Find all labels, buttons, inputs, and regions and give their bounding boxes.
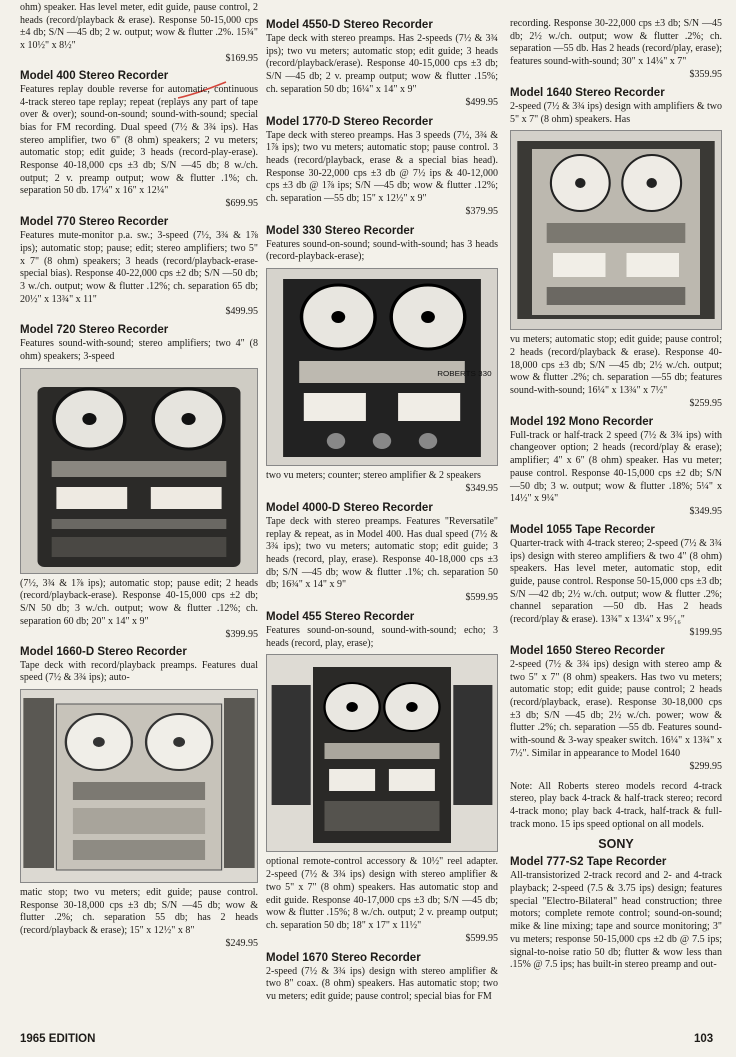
model-description: Tape deck with stereo preamps. Features "Reversatile" replay & repeat, as in Model 400. Has dual speed (7½ & 3¾ ips); two vu meters; automatic stop; edit guide; 3 heads (record, play, erase). Response 40-18,000 cps ±3 db; S/N —45 db; wow & flutter .1%; ch. separation 50 db; 16¾" x 14" x 9" (266, 515, 498, 591)
page-number: 103 (694, 1033, 714, 1045)
model-title: Model 400 Stereo Recorder (20, 69, 169, 82)
model-400-entry (20, 69, 258, 210)
model-title: Model 4000-D Stereo Recorder (266, 501, 433, 514)
model-description: Tape deck with stereo preamps. Has 3 speeds (7½, 3¾ & 1⅞ ips); two vu meters; automatic stop; pause control. 3 heads (record/playback, erase & a special bias head). Response 30-22,000 cps ±3 db @ 7½ ips & 40-12,000 cps ±3 db @ 1⅞ ips; S/N —45 db; wow & flutter .12%; ch. separation —55 db; 15" x 12½" x 9" (266, 129, 498, 205)
model-title: Model 1650 Stereo Recorder (510, 644, 665, 657)
model-title: Model 770 Stereo Recorder (20, 216, 169, 229)
intro-continued (20, 2, 258, 65)
recorder-illustration (511, 131, 721, 329)
recorder-illustration (21, 690, 257, 882)
intro-text: ohm) speaker. Has level meter, edit guide, pause control, 2 heads (record/playback & erase). Response 50-15,000 cps ±4 db; S/N —45 db; 2 w. output; wow & flutter .2%. 15¾" x 10½" x 8½" (20, 2, 258, 52)
price: $199.95 (689, 626, 722, 638)
price: $169.95 (225, 52, 258, 64)
tape-recorder-photo (266, 268, 498, 466)
column-right (510, 0, 722, 972)
model-description: 2-speed (7½ & 3¾ ips) design with amplifiers & two 5" x 7" (8 ohm) speakers. Has (510, 100, 722, 125)
model-777s2-entry (510, 855, 722, 972)
model-330-entry (266, 224, 498, 495)
model-title: Model 1770-D Stereo Recorder (266, 115, 433, 128)
intro-continued (510, 18, 722, 81)
column-middle (266, 0, 498, 1004)
price: $249.95 (225, 937, 258, 949)
model-title: Model 192 Mono Recorder (510, 415, 654, 428)
model-description-continued: two vu meters; counter; stereo amplifier & 2 speakers (266, 470, 481, 482)
model-description-continued: optional remote-control accessory & 10½" reel adapter. 2-speed (7½ & 3¾ ips) design with stereo amplifier & two 5" x 7" (8 ohm) speakers. Has automatic stop and edit guide. Response 40-17,000 cps ±3 db; S/N —45 db; wow & flutter .15%; 8 w./ch. output; 2 v. preamp output; ch. separation 50 db; 18" x 17" x 11½" (266, 856, 498, 931)
model-description: Features sound-with-sound; stereo amplifiers; two 4" (8 ohm) speakers; 3-speed (20, 338, 258, 363)
price: $599.95 (465, 932, 498, 944)
model-description: 2-speed (7½ & 3¾ ips) design with stereo amplifier & two 8" coax. (8 ohm) speakers. Has automatic stop; two vu meters; edit guide; pause control; special bias for FM (266, 965, 498, 1003)
price: $499.95 (465, 96, 498, 108)
tape-recorder-photo (510, 130, 722, 330)
model-description-continued: (7½, 3¾ & 1⅞ ips); automatic stop; pause edit; 2 heads (record/playback-erase). Response 40-15,000 cps ±2 db; S/N 50 db; 3 w./ch. output; wow & flutter .12%; ch. separation 60 db; 20" x 14" x 9" (20, 577, 258, 627)
price: $499.95 (225, 306, 258, 318)
model-title: Model 1640 Stereo Recorder (510, 86, 665, 99)
tape-recorder-photo (20, 368, 258, 574)
tape-recorder-photo (20, 689, 258, 883)
model-description: Tape deck with record/playback preamps. Features dual speed (7½ & 3¾ ips); auto- (20, 659, 258, 684)
model-description: Quarter-track with 4-track stereo; 2-speed (7½ & 3¾ ips) design with stereo amplifiers & two 4" (8 ohm) speakers. Has level meter, automatic stop, edit guide, pause control. Response 50-15,000 cps ±3 db; S/N —42 db; 2½ w./ch. output; wow & flutter .2%; channel separation —50 db. Has 2 heads (record/play & erase). 13¾" x 13¼" x 9⁵⁄₁₆" (510, 537, 722, 626)
model-description-continued: matic stop; two vu meters; edit guide; pause control. Response 30-18,000 cps ±3 db; S/N —45 db; wow & flutter .2%; ch. separation 55 db; has 2 heads (record/playback & erase); 15" x 12½" x 8" (20, 886, 258, 937)
tape-recorder-photo (266, 654, 498, 852)
model-description-continued: vu meters; automatic stop; edit guide; pause control; 2 heads (record/playback & erase). Response 40-18,000 cps ±3 db; S/N —45 db; 2½ w./ch. output; wow & flutter .2%; ch. separation —55 db; features sound-with-sound; 16¼" x 13¾" x 7½" (510, 334, 722, 397)
price: $259.95 (689, 397, 722, 409)
model-description: All-transistorized 2-track record and 2- and 4-track playback; 2-speed (7.5 & 3.75 ips) design; features special "Electro-Bilateral" head construction; three motors; complete remote control; sound-on-sound; mike & line mixing; tape and source monitoring; 3" vu meters; response 50-15,000 cps ±2 db @ 7.5 ips; signal-to-noise ratio 50 db; flutter & wow less than .15% @ 7.5 ips; has built-in stereo preamp and out- (510, 870, 722, 971)
recorder-illustration (267, 269, 497, 465)
model-description: 2-speed (7½ & 3¾ ips) design with stereo amp & two 5" x 7" (8 ohm) speakers. Has two vu meters; automatic stop; edit guide; pause control; 2 heads (record/playback, erase). Response 30-18,000 cps ±3 db; S/N —45 db; 2½ w./ch. power; wow & flutter .2%; ch. separation —55 db. Features sound-with-sound & 3-way speaker switch. 16¼" x 13¾" x 7½". Similar in appearance to Model 1640 (510, 658, 722, 759)
model-title: Model 455 Stereo Recorder (266, 611, 415, 624)
edition-label: 1965 EDITION (20, 1033, 96, 1045)
price: $379.95 (465, 205, 498, 217)
model-title: Model 720 Stereo Recorder (20, 324, 169, 337)
model-1770d-entry (266, 115, 498, 218)
model-title: Model 4550-D Stereo Recorder (266, 19, 433, 31)
model-1055-entry (510, 523, 722, 639)
model-4550d-entry (266, 18, 498, 109)
model-description: Features mute-monitor p.a. sw.; 3-speed (7½, 3¾ & 1⅞ ips); automatic stop; pause; edit; stereo amplifiers; two 5" x 7" (8 ohm) speakers; 3 heads (record/playback-erase-special bias). Response 40-22,000 cps ±2 db; S/N —50 db; 3 w./ch. output; wow & flutter .12%; ch. separation 65 db; 20½" x 13¾" x 11" (20, 230, 258, 305)
model-1670-entry (266, 951, 498, 1004)
model-description: Features sound-on-sound; sound-with-sound; has 3 heads (record-playback-erase); (266, 238, 498, 263)
roberts-badge: ROBERTS 330 (437, 369, 492, 378)
model-description: Full-track or half-track 2 speed (7½ & 3¾ ips) with changeover option; 2 heads (record/play & erase); amplifier; 4" x 6" (8 ohm) speaker. Has vu meter; pause control. Response 40-15,000 cps ±2 db; S/N —50 db; 3 w. output; wow & flutter .18%; 5¼" x 14½" x 9¼" (510, 429, 722, 505)
model-title: Model 1660-D Stereo Recorder (20, 645, 187, 658)
model-720-entry (20, 323, 258, 640)
model-title: Model 330 Stereo Recorder (266, 224, 415, 237)
price: $599.95 (465, 592, 498, 604)
model-title: Model 1670 Stereo Recorder (266, 951, 421, 964)
model-192-entry (510, 415, 722, 518)
model-4000d-entry (266, 501, 498, 604)
brand-heading: SONY (598, 837, 634, 852)
price: $299.95 (689, 760, 722, 772)
model-770-entry (20, 215, 258, 318)
intro-text: recording. Response 30-22,000 cps ±3 db; S/N —45 db; 2½ w./ch. output; wow & flutter .2%; ch. separation —55 db. Has 2 heads (record/play, erase); features sound-with-sound; 30" x 14¼" x 7" (510, 18, 722, 68)
model-title: Model 777-S2 Tape Recorder (510, 856, 667, 869)
model-455-entry (266, 610, 498, 945)
recorder-illustration (267, 655, 497, 851)
model-1640-entry (510, 86, 722, 410)
model-description: Features sound-on-sound, sound-with-sound; echo; 3 heads (record, play, erase); (266, 625, 498, 649)
recorder-illustration (21, 369, 257, 573)
model-description: Tape deck with stereo preamps. Has 2-speeds (7½ & 3¾ ips); two vu meters; automatic stop; edit guide; 3 heads (record/playback/erase). Response 40-15,000 cps ±3 db; S/N —45 db; 2 v. preamp output; wow & flutter .15%; ch. separation 50 db; 16¼" x 14" x 9" (266, 33, 498, 95)
price: $359.95 (689, 68, 722, 80)
column-left (20, 0, 258, 950)
price: $349.95 (465, 482, 498, 494)
price: $349.95 (689, 505, 722, 517)
model-1650-entry (510, 644, 722, 773)
roberts-note: Note: All Roberts stereo models record 4-track stereo, play back 4-track & half-track stereo; record 4-track mono; play back 4-track, half-track & full-track mono. 15 ips speed optional on all models. (510, 780, 722, 830)
price: $699.95 (225, 198, 258, 210)
model-description: Features replay double reverse for automatic, continuous 4-track stereo tape replay; repeat (replays any part of tape over & over); sound-on-sound; sound-with-sound; special bias for FM recording. Dual speed (7½ & 3¾ ips). Has stereo amplifier, two 6" (8 ohm) speakers; 2 vu meters; automatic stop; edit guide; 3 heads (record-play-erase). Response 40-18,000 cps ±3 db; S/N —45 db; 8 w./ch. output; 2 v. preamp output; wow & flutter .1%; ch. separation 50 db. 17¼" x 16" x 12¼" (20, 83, 258, 197)
price: $399.95 (225, 628, 258, 640)
model-title: Model 1055 Tape Recorder (510, 523, 655, 536)
model-1660d-entry (20, 645, 258, 950)
